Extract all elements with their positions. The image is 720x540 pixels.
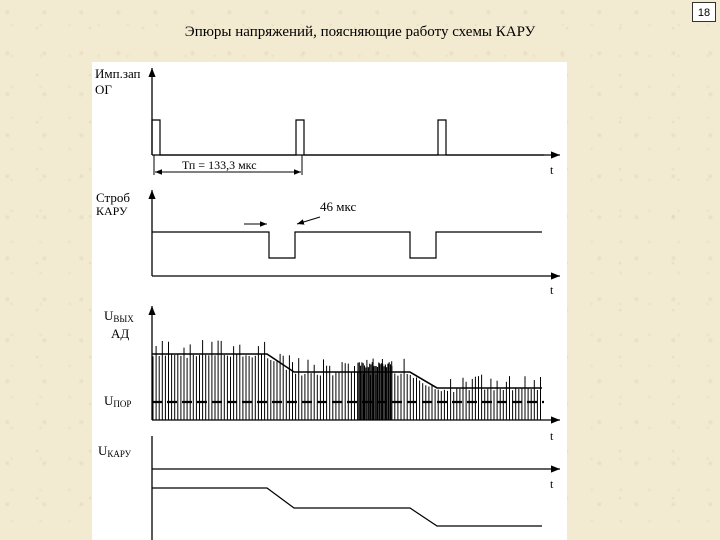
uout-t-label: t — [550, 429, 554, 443]
strobe-t-label: t — [550, 283, 554, 297]
strobe-width-label: 46 мкс — [320, 199, 357, 214]
ukaru-t-label: t — [550, 477, 554, 491]
uout-envelope — [152, 354, 542, 388]
uout-label-line2: АД — [111, 326, 130, 341]
og-pulse-train — [152, 120, 544, 155]
uout-signal — [152, 340, 542, 420]
og-t-label: t — [550, 163, 554, 177]
ukaru-waveform — [152, 488, 542, 526]
ukaru-label: UКАРУ — [98, 443, 132, 459]
page-number: 18 — [692, 2, 716, 22]
strobe-label-line2: КАРУ — [96, 204, 128, 218]
strobe-width-arrow-right — [297, 217, 320, 224]
timing-diagram — [92, 62, 567, 540]
og-label-line2: ОГ — [95, 82, 112, 97]
strobe-waveform — [152, 232, 542, 258]
slide-title: Эпюры напряжений, поясняющие работу схемы КАРУ — [184, 24, 536, 40]
og-label-line1: Имп.зап — [95, 66, 141, 81]
uout-label: UВЫХ — [104, 308, 134, 324]
og-period-label: Тп = 133,3 мкс — [182, 158, 257, 172]
uthr-label: UПОР — [104, 393, 132, 409]
strobe-label-line1: Строб — [96, 190, 130, 205]
timing-diagram-panel — [92, 62, 567, 540]
